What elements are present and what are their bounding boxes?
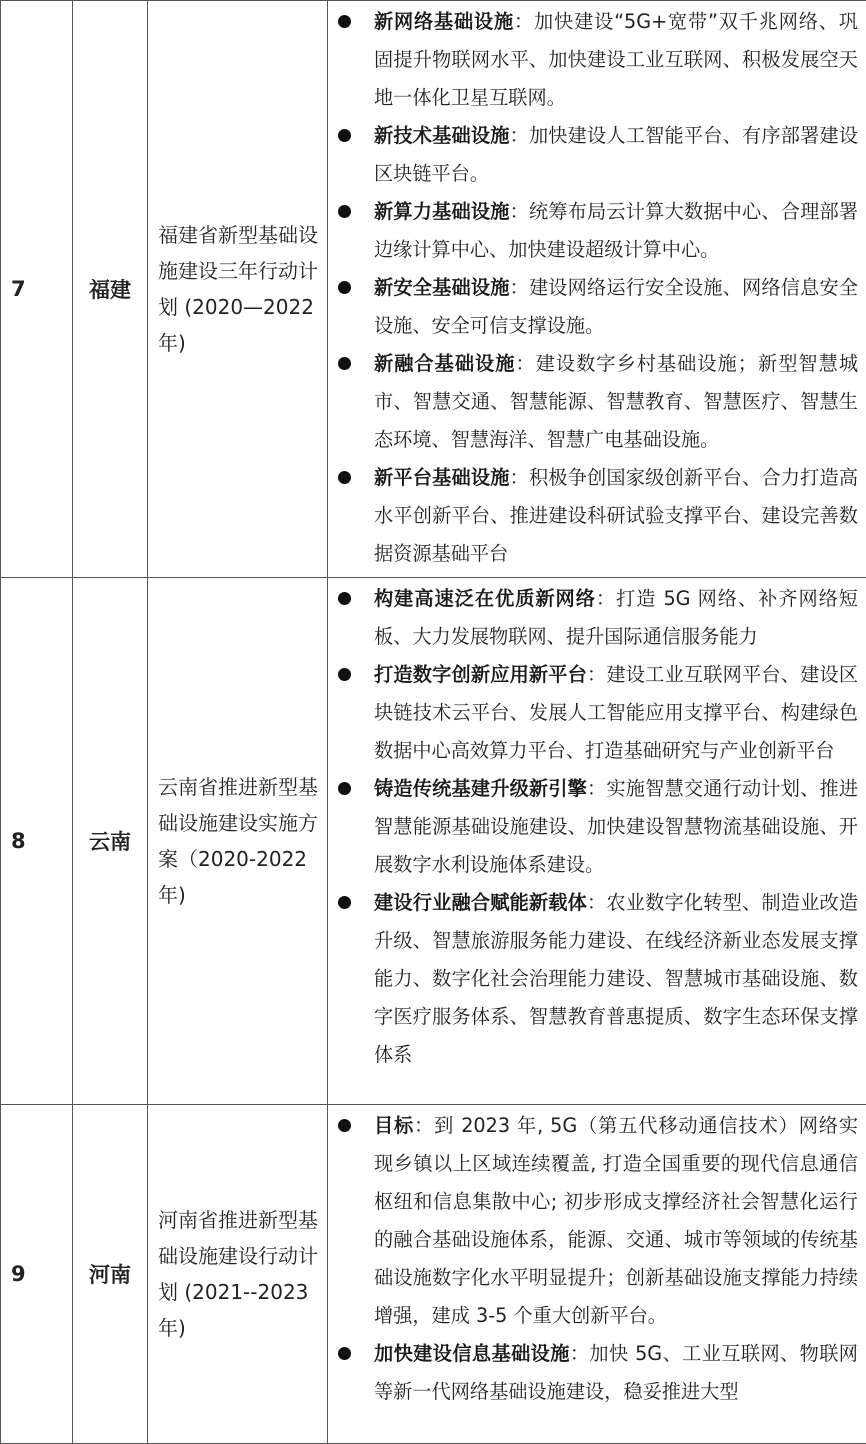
plan-title: 河南省推进新型基础设施建设行动计划 (2021--2023 年): [148, 1105, 328, 1444]
province-name: 河南: [73, 1105, 148, 1444]
bullet-icon: [338, 281, 351, 294]
bullet-icon: [338, 1347, 351, 1360]
bullet-icon: [338, 896, 351, 909]
bullet-icon: [338, 1119, 351, 1132]
list-item: [332, 580, 858, 656]
item-title: 新算力基础设施: [374, 200, 510, 223]
measures-list: [332, 3, 858, 573]
bullet-icon: [338, 471, 351, 484]
measures-list: [332, 580, 858, 1074]
item-title: 构建高速泛在优质新网络: [374, 587, 596, 610]
province-name: 云南: [73, 578, 148, 1105]
item-title: 新平台基础设施: [374, 466, 510, 489]
item-text: ：实施智慧交通行动计划、推进智慧能源基础设施建设、加快建设智慧物流基础设施、开展数字水利设施体系建设。: [374, 777, 858, 876]
list-item: [332, 1335, 858, 1411]
item-title: 新安全基础设施: [374, 276, 510, 299]
row-index: 9: [1, 1105, 73, 1444]
measures-cell: [328, 578, 866, 1105]
list-item: [332, 656, 858, 770]
item-title: 目标: [374, 1114, 414, 1137]
item-text: ：建设数字乡村基础设施；新型智慧城市、智慧交通、智慧能源、智慧教育、智慧医疗、智慧生态环境、智慧海洋、智慧广电基础设施。: [374, 352, 858, 451]
list-item: [332, 459, 858, 573]
table-row: [1, 1105, 866, 1444]
item-text: ：农业数字化转型、制造业改造升级、智慧旅游服务能力建设、在线经济新业态发展支撑能力、数字化社会治理能力建设、智慧城市基础设施、数字医疗服务体系、智慧教育普惠提质、数字生态环保支撑体系: [374, 891, 858, 1066]
list-item: [332, 117, 858, 193]
item-title: 新网络基础设施: [374, 10, 514, 33]
item-text: ：加快 5G、工业互联网、物联网等新一代网络基础设施建设，稳妥推进大型: [374, 1342, 858, 1403]
item-text: ：积极争创国家级创新平台、合力打造高水平创新平台、推进建设科研试验支撑平台、建设完善数据资源基础平台: [374, 466, 858, 565]
item-text: ：统筹布局云计算大数据中心、合理部署边缘计算中心、加快建设超级计算中心。: [374, 200, 858, 261]
item-title: 新融合基础设施: [374, 352, 515, 375]
bullet-icon: [338, 668, 351, 681]
list-item: [332, 770, 858, 884]
item-title: 打造数字创新应用新平台: [374, 663, 587, 686]
list-item: [332, 345, 858, 459]
bullet-icon: [338, 592, 351, 605]
item-title: 加快建设信息基础设施: [374, 1342, 570, 1365]
bullet-icon: [338, 205, 351, 218]
bullet-icon: [338, 15, 351, 28]
list-item: [332, 269, 858, 345]
row-index: 8: [1, 578, 73, 1105]
list-item: [332, 1107, 858, 1335]
measures-cell: [328, 1105, 866, 1444]
plan-title: 福建省新型基础设施建设三年行动计划 (2020—2022 年): [148, 1, 328, 578]
plan-title: 云南省推进新型基础设施建设实施方案（2020-2022 年): [148, 578, 328, 1105]
item-text: ：到 2023 年, 5G（第五代移动通信技术）网络实现乡镇以上区域连续覆盖, 打造全国重要的现代信息通信枢纽和信息集散中心; 初步形成支撑经济社会智慧化运行的融合基础设施体系，能源、交通、城市等领域的传统基础设施数字化水平明显提升；创新基础设施支撑能力持续增强，建成 3-5 个重大创新平台。: [374, 1114, 858, 1327]
item-text: ：建设工业互联网平台、建设区块链技术云平台、发展人工智能应用支撑平台、构建绿色数据中心高效算力平台、打造基础研究与产业创新平台: [374, 663, 858, 762]
measures-cell: [328, 1, 866, 578]
measures-list: [332, 1107, 858, 1411]
item-text: ：打造 5G 网络、补齐网络短板、大力发展物联网、提升国际通信服务能力: [374, 587, 858, 648]
item-title: 建设行业融合赋能新载体: [374, 891, 587, 914]
list-item: [332, 3, 858, 117]
item-title: 新技术基础设施: [374, 124, 510, 147]
list-item: [332, 884, 858, 1074]
bullet-icon: [338, 357, 351, 370]
item-text: ：加快建设人工智能平台、有序部署建设区块链平台。: [374, 124, 858, 185]
item-text: ：加快建设“5G+宽带”双千兆网络、巩固提升物联网水平、加快建设工业互联网、积极发展空天地一体化卫星互联网。: [374, 10, 858, 109]
bullet-icon: [338, 129, 351, 142]
bullet-icon: [338, 782, 351, 795]
table-row: [1, 1, 866, 578]
table-row: [1, 578, 866, 1105]
row-index: 7: [1, 1, 73, 578]
list-item: [332, 193, 858, 269]
province-name: 福建: [73, 1, 148, 578]
item-title: 铸造传统基建升级新引擎: [374, 777, 587, 800]
item-text: ：建设网络运行安全设施、网络信息安全设施、安全可信支撑设施。: [374, 276, 858, 337]
